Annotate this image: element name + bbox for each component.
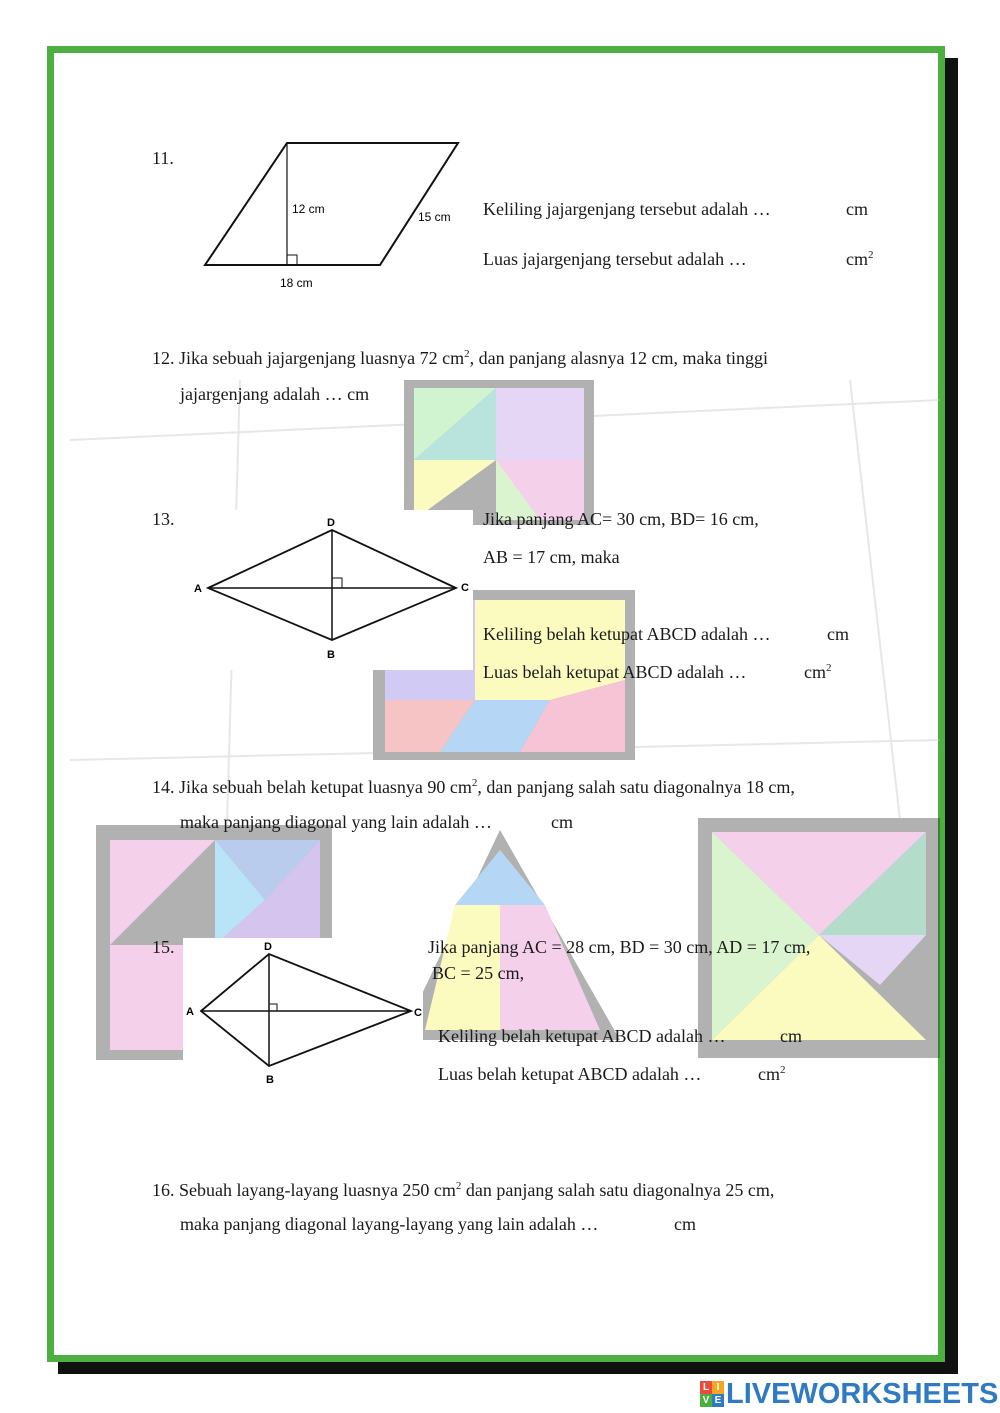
q13-given-line1: Jika panjang AC= 30 cm, BD= 16 cm, — [483, 509, 759, 529]
logo-mark-icon: L I V E — [700, 1381, 724, 1407]
q16-line1: 16. Sebuah layang-layang luasnya 250 $cm^2$ dan panjang salah satu diagonalnya 25 cm, — [152, 1180, 775, 1200]
q15-figure-box — [183, 938, 423, 1086]
label-d: D — [327, 517, 335, 529]
kite-shape — [201, 954, 411, 1066]
liveworksheets-logo — [700, 1378, 998, 1410]
q11-parallelogram-figure — [195, 135, 465, 295]
side-label: 15 cm — [418, 210, 451, 224]
label-b: B — [327, 649, 335, 661]
label-b: B — [266, 1074, 274, 1086]
label-c: C — [414, 1007, 422, 1019]
parallelogram-shape — [205, 143, 458, 265]
q11-number: 11. — [152, 148, 174, 168]
q15-given-line2: BC = 25 cm, — [432, 963, 525, 983]
q13-keliling-text: Keliling belah ketupat ABCD adalah … — [483, 624, 771, 644]
right-angle-mark — [332, 578, 342, 588]
right-angle-mark — [287, 255, 297, 265]
q11-luas-unit: $cm^2$ — [846, 249, 874, 269]
q15-given-line1: Jika panjang AC = 28 cm, BD = 30 cm, AD = 17 cm, — [428, 937, 811, 957]
label-a: A — [194, 583, 202, 595]
q13-keliling-unit: cm — [827, 624, 849, 644]
q14-line1: 14. Jika sebuah belah ketupat luasnya 90 $cm^2$, dan panjang salah satu diagonalnya 18 cm, — [152, 777, 795, 797]
base-label: 18 cm — [280, 276, 313, 290]
q13-number: 13. — [152, 509, 175, 529]
logo-text: LIVEWORKSHEETS — [726, 1377, 999, 1410]
height-label: 12 cm — [292, 202, 325, 216]
q15-number: 15. — [152, 937, 175, 957]
label-c: C — [461, 582, 469, 594]
q15-keliling-unit: cm — [780, 1026, 802, 1046]
label-d: D — [264, 941, 272, 953]
q15-kite-figure — [183, 938, 423, 1086]
q13-luas-text: Luas belah ketupat ABCD adalah … — [483, 662, 747, 682]
q16-unit: cm — [674, 1214, 696, 1234]
q11-keliling-text: Keliling jajargenjang tersebut adalah … — [483, 199, 771, 219]
q15-luas-unit: $cm^2$ — [758, 1064, 786, 1084]
q11-keliling-unit: cm — [846, 199, 868, 219]
q15-luas-text: Luas belah ketupat ABCD adalah … — [438, 1064, 702, 1084]
q12-line2: jajargenjang adalah … cm — [180, 384, 370, 404]
q12-line1: 12. Jika sebuah jajargenjang luasnya 72 $cm^2$, dan panjang alasnya 12 cm, maka tinggi — [152, 348, 769, 368]
q11-luas-text: Luas jajargenjang tersebut adalah … — [483, 249, 747, 269]
q13-given-line2: AB = 17 cm, maka — [483, 547, 620, 567]
label-a: A — [186, 1006, 194, 1018]
q13-luas-unit: $cm^2$ — [804, 662, 832, 682]
q16-line2: maka panjang diagonal layang-layang yang lain adalah … — [180, 1214, 599, 1234]
q14-line2: maka panjang diagonal yang lain adalah … — [180, 812, 492, 832]
page-frame — [47, 46, 945, 1362]
q13-figure-box — [183, 510, 473, 670]
q14-unit: cm — [551, 812, 573, 832]
right-angle-mark — [269, 1004, 277, 1011]
q15-keliling-text: Keliling belah ketupat ABCD adalah … — [438, 1026, 726, 1046]
q13-rhombus-figure — [183, 510, 473, 670]
